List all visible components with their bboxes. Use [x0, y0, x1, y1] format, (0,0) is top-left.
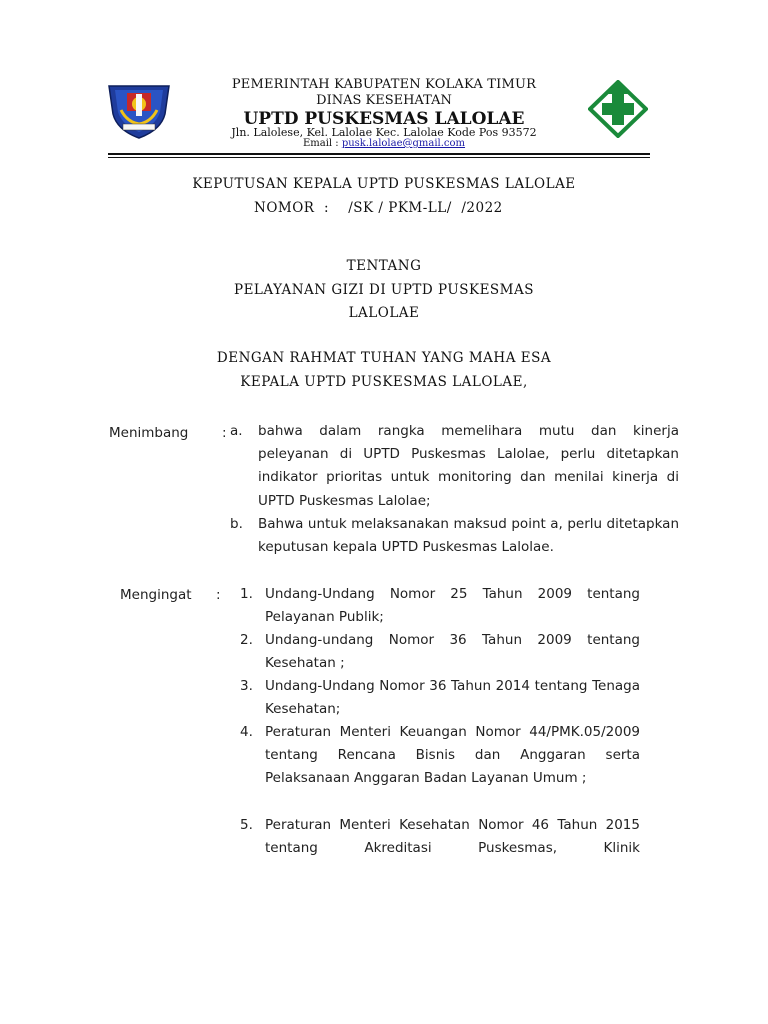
header-puskesmas: UPTD PUSKESMAS LALOLAE — [243, 109, 525, 129]
mengingat-marker-4: 4. — [240, 724, 253, 740]
mengingat-marker-3: 3. — [240, 678, 253, 694]
email-label: Email : — [302, 138, 342, 149]
menimbang-colon: : — [222, 425, 227, 441]
decree-subject-line2: LALOLAE — [348, 305, 420, 321]
decree-subject-line1: PELAYANAN GIZI DI UPTD PUSKESMAS — [233, 282, 534, 298]
mengingat-item-2: Undang-undang Nomor 36 Tahun 2009 tentang Kesehatan ; — [265, 632, 640, 672]
mengingat-item-4: Peraturan Menteri Keuangan Nomor 44/PMK.05/2009 tentang Rencana Bisnis dan Anggaran serta Pelaksanaan Anggaran Badan Layanan Umum ; — [265, 724, 640, 787]
mengingat-item-3: Undang-Undang Nomor 36 Tahun 2014 tentang Tenaga Kesehatan; — [265, 678, 640, 718]
header-rule-thin — [108, 157, 650, 158]
menimbang-item-b: Bahwa untuk melaksanakan maksud point a, perlu ditetapkan keputusan kepala UPTD Puskesmas Lalolae. — [258, 516, 679, 556]
menimbang-label: Menimbang — [109, 425, 189, 441]
decree-title: KEPUTUSAN KEPALA UPTD PUSKESMAS LALOLAE — [192, 176, 576, 192]
mengingat-marker-2: 2. — [240, 632, 253, 648]
decree-grace: DENGAN RAHMAT TUHAN YANG MAHA ESA — [216, 350, 552, 366]
mengingat-marker-5: 5. — [240, 817, 253, 833]
header-government: PEMERINTAH KABUPATEN KOLAKA TIMUR — [231, 77, 537, 92]
email-link[interactable]: pusk.lalolae@gmail.com — [341, 138, 466, 149]
decree-about: TENTANG — [346, 258, 422, 274]
mengingat-label: Mengingat — [120, 587, 192, 603]
mengingat-item-1: Undang-Undang Nomor 25 Tahun 2009 tentang Pelayanan Publik; — [265, 586, 640, 626]
menimbang-marker-b: b. — [230, 516, 243, 532]
mengingat-item-5: Peraturan Menteri Kesehatan Nomor 46 Tahun 2015 tentang Akreditasi Puskesmas, Klinik — [265, 817, 640, 857]
decree-head: KEPALA UPTD PUSKESMAS LALOLAE, — [240, 374, 528, 390]
mengingat-marker-1: 1. — [240, 586, 253, 602]
header-rule-thick — [108, 153, 650, 155]
menimbang-marker-a: a. — [230, 423, 243, 439]
decree-number: NOMOR : /SK / PKM-LL/ /2022 — [254, 200, 503, 216]
header-email-line — [0, 138, 768, 149]
menimbang-item-a: bahwa dalam rangka memelihara mutu dan kinerja peleyanan di UPTD Puskesmas Lalolae, perlu ditetapkan indikator prioritas untuk monitoring dan menilai kinerja di UPTD Puskesmas Lalolae; — [258, 423, 679, 509]
header-department: DINAS KESEHATAN — [316, 93, 452, 108]
header-address: Jln. Lalolese, Kel. Lalolae Kec. Lalolae Kode Pos 93572 — [231, 126, 537, 139]
mengingat-colon: : — [216, 587, 221, 603]
